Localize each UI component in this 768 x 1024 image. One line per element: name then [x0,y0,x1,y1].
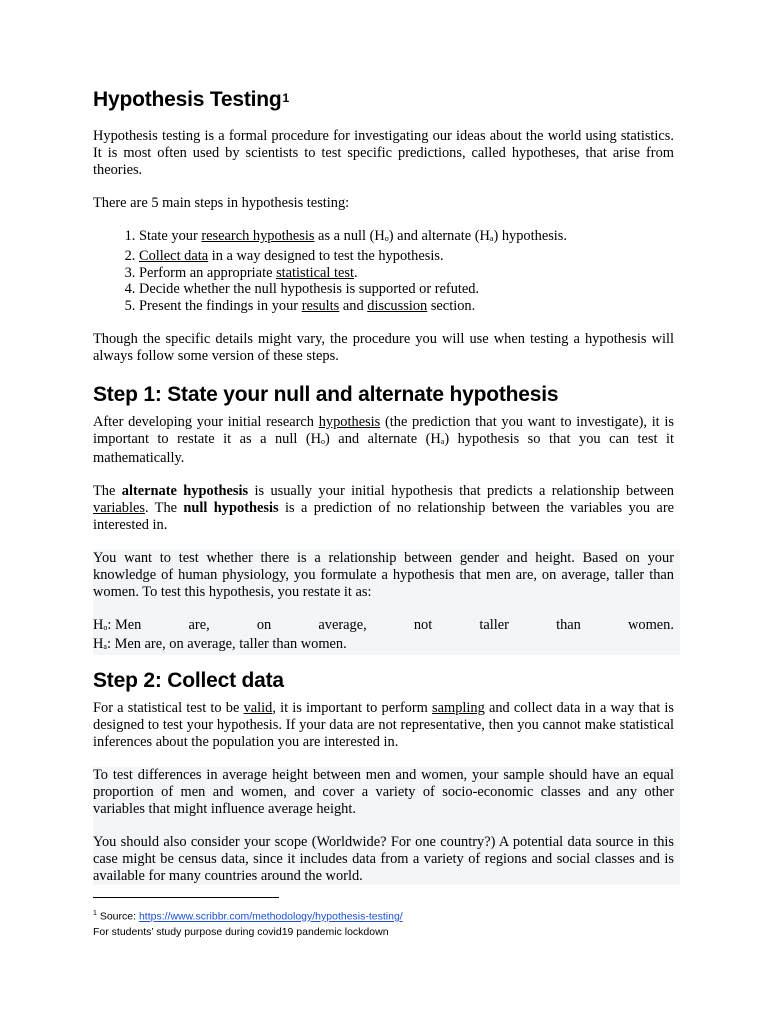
footnote-note: For students’ study purpose during covid19 pandemic lockdown [93,925,389,938]
step1-paragraph-1: After developing your initial research hypothesis (the prediction that you want to investigate), it is important to restate it as a null (Ho) and alternate (Ha) hypothesis so that you can test it mathematically. [93,413,674,466]
list-item: 4. Decide whether the null hypothesis is supported or refuted. [139,281,674,298]
list-item: 5. Present the findings in your results and discussion section. [139,298,674,315]
variables-link[interactable]: variables [93,499,145,516]
footnote: $^1$ Source: https://www.scribbr.com/methodology/hypothesis-testing/ For students’ study purpose during covid19 pandemic lockdown [93,906,693,940]
steps-list [93,228,674,315]
example-paragraph-2: To test differences in average height between men and women, your sample should have an equal proportion of men and women, and cover a variety of socio-economic classes and any other variables that might influence average height. [93,766,674,817]
list-item: 3. Perform an appropriate statistical test. [139,265,674,282]
intro-paragraph: Hypothesis testing is a formal procedure for investigating our ideas about the world using statistics. It is most often used by scientists to test specific predictions, called hypotheses, that arise from theories. [93,128,674,178]
closing-paragraph: Though the specific details might vary, the procedure you will use when testing a hypothesis will always follow some version of these steps. [93,330,674,364]
discussion-link[interactable]: discussion [367,298,428,315]
collect-data-link[interactable]: Collect data [139,247,209,264]
example-paragraph: You want to test whether there is a relationship between gender and height. Based on your knowledge of human physiology, you formulate a hypothesis that men are, on average, taller than women. To test this hypothesis, you restate it as: [93,549,674,600]
step2-heading: Step 2: Collect data [93,668,284,692]
document-page [93,86,674,885]
step1-paragraph-2: The alternate hypothesis is usually your initial hypothesis that predicts a relationship between variables. The null hypothesis is a prediction of no relationship between the variables you are interested in. [93,482,675,533]
footnote-mark: 1 [282,91,290,105]
sampling-link[interactable]: sampling [432,699,485,716]
list-item: 2. Collect data in a way designed to test the hypothesis. [139,248,674,265]
footnote-divider [93,897,279,898]
steps-intro: There are 5 main steps in hypothesis testing: [93,195,350,211]
valid-link[interactable]: valid [243,699,273,716]
page-title: Hypothesis Testing$^1$ [93,88,290,111]
step1-heading: Step 1: State your null and alternate hypothesis [93,382,559,406]
source-link[interactable]: https://www.scribbr.com/methodology/hypothesis-testing/ [138,910,403,923]
research-hypothesis-link[interactable]: research hypothesis [201,228,315,244]
hypothesis-link[interactable]: hypothesis [318,413,381,430]
step2-paragraph-1: For a statistical test to be valid, it is important to perform sampling and collect data in a way that is designed to test your hypothesis. If your data are not representative, then you cannot make statistical inferences about the population you are interested in. [93,699,674,750]
example-box-2 [93,767,680,885]
alternate-hypothesis-line: Ha: Men are, on average, taller than women. [93,635,347,652]
example-paragraph-3: You should also consider your scope (Worldwide? For one country?) A potential data source in this case might be census data, since it includes data from a variety of regions and social classes and is available for many countries around the world. [93,833,674,884]
example-box [93,550,680,655]
list-item: 1. State your research hypothesis as a null (Ho) and alternate (Ha) hypothesis. [139,228,674,248]
results-link[interactable]: results [301,298,340,315]
null-hypothesis-line: Ho: Men are, on average, not taller than women. [93,616,674,633]
statistical-test-link[interactable]: statistical test [276,264,354,281]
